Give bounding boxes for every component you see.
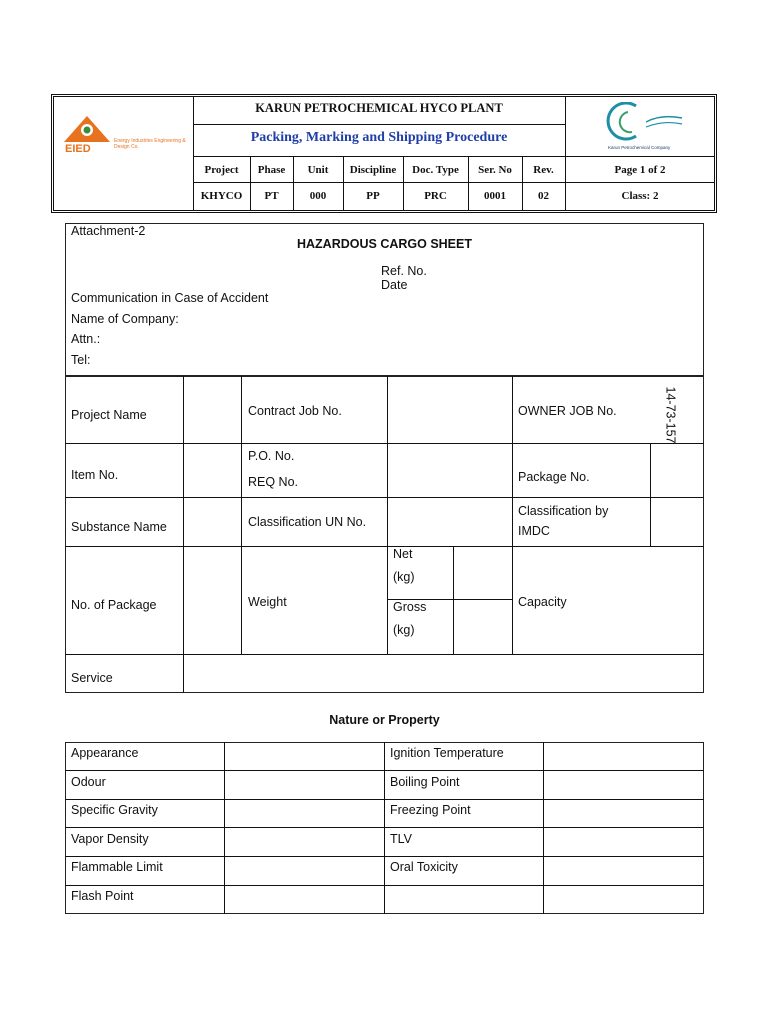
nature-odour: Odour	[71, 775, 106, 789]
attn-label: Attn.:	[71, 332, 101, 346]
classification-by-label: Classification by	[518, 504, 609, 518]
val-project: KHYCO	[200, 190, 243, 202]
tel-label: Tel:	[71, 353, 91, 367]
item-no-label: Item No.	[71, 468, 119, 482]
col-unit: Unit	[307, 164, 329, 176]
substance-name-label: Substance Name	[71, 520, 167, 534]
page-number: Page 1 of 2	[614, 164, 666, 176]
val-doc-type: PRC	[424, 190, 447, 202]
package-no-label: Package No.	[518, 470, 590, 484]
nature-boiling-point: Boiling Point	[390, 775, 460, 789]
plant-title: KARUN PETROCHEMICAL HYCO PLANT	[255, 101, 503, 115]
owner-job-label: OWNER JOB No.	[518, 404, 617, 418]
val-discipline: PP	[366, 190, 380, 202]
karun-logo-subtext: Karun Petrochemical Company	[608, 145, 671, 150]
procedure-title: Packing, Marking and Shipping Procedure	[250, 130, 508, 145]
eied-logo	[62, 112, 187, 162]
cargo-grid	[65, 376, 704, 693]
val-unit: 000	[309, 190, 327, 202]
col-discipline: Discipline	[349, 164, 397, 176]
eied-logo-subtext: Energy Industries Engineering & Design Co.	[114, 138, 186, 150]
service-label: Service	[71, 671, 113, 685]
col-phase: Phase	[257, 164, 286, 176]
imdc-label: IMDC	[518, 524, 550, 538]
nature-freezing-point: Freezing Point	[390, 803, 471, 817]
contract-job-label: Contract Job No.	[248, 404, 342, 418]
owner-job-value: 14-73-157	[663, 386, 678, 444]
col-doc-type: Doc. Type	[412, 164, 459, 176]
nature-flammable-limit: Flammable Limit	[71, 860, 163, 874]
col-ser-no: Ser. No	[478, 164, 512, 176]
col-rev: Rev.	[533, 164, 554, 176]
date-label: Date	[381, 278, 408, 292]
nature-oral-toxicity: Oral Toxicity	[390, 860, 458, 874]
weight-label: Weight	[248, 595, 287, 609]
classification-un-label: Classification UN No.	[248, 515, 367, 529]
eied-logo-text: EIED	[65, 143, 91, 155]
project-name-label: Project Name	[71, 408, 147, 422]
company-label: Name of Company:	[71, 312, 179, 326]
nature-title: Nature or Property	[329, 713, 440, 727]
col-project: Project	[204, 164, 239, 176]
communication-label: Communication in Case of Accident	[71, 291, 269, 305]
req-no-label: REQ No.	[248, 475, 299, 489]
nature-appearance: Appearance	[71, 746, 139, 760]
net-unit-label: (kg)	[393, 570, 415, 584]
nature-flash-point: Flash Point	[71, 889, 134, 903]
nature-vapor-density: Vapor Density	[71, 832, 149, 846]
gross-label: Gross	[393, 600, 427, 614]
gross-unit-label: (kg)	[393, 623, 415, 637]
sheet-title: HAZARDOUS CARGO SHEET	[296, 237, 472, 251]
nature-ignition-temperature: Ignition Temperature	[390, 746, 504, 760]
nature-specific-gravity: Specific Gravity	[71, 803, 158, 817]
capacity-label: Capacity	[518, 595, 567, 609]
val-phase: PT	[264, 190, 279, 202]
class-value: Class: 2	[621, 190, 659, 202]
val-ser-no: 0001	[484, 190, 506, 202]
no-of-package-label: No. of Package	[71, 598, 157, 612]
net-label: Net	[393, 547, 413, 561]
attachment-label: Attachment-2	[71, 224, 146, 238]
po-no-label: P.O. No.	[248, 449, 295, 463]
val-rev: 02	[538, 190, 549, 202]
ref-no-label: Ref. No.	[381, 264, 427, 278]
karun-logo	[606, 102, 710, 154]
karun-logo-icon	[606, 102, 686, 142]
nature-tlv: TLV	[390, 832, 412, 846]
